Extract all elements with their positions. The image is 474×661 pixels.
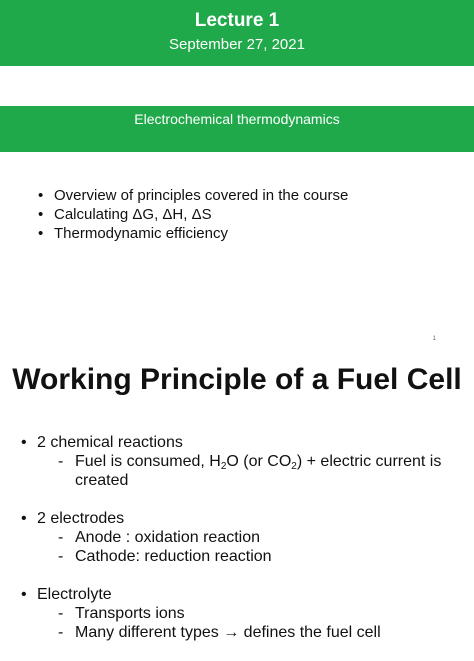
list-item — [38, 186, 348, 205]
bullet-marker: • — [21, 510, 27, 527]
dash-marker: - — [58, 529, 64, 546]
dash-marker: - — [58, 548, 64, 565]
list-item — [21, 433, 461, 490]
bullet-marker: • — [38, 187, 44, 204]
sub-item-text: Transports ions — [75, 605, 185, 622]
list-item-label: 2 electrodes — [37, 510, 125, 527]
dash-marker: - — [58, 453, 64, 470]
overview-list — [38, 186, 348, 243]
sub-list — [37, 528, 461, 566]
lecture-subtitle: Electrochemical thermodynamics — [134, 111, 340, 127]
lecture-title: Lecture 1 — [194, 10, 280, 31]
sub-item — [37, 547, 461, 566]
slide-2 — [0, 345, 474, 641]
principle-list — [21, 433, 461, 661]
sub-item-text: Cathode: reduction reaction — [75, 548, 272, 565]
bullet-marker: • — [38, 225, 44, 242]
subtitle-bar — [0, 106, 474, 152]
slide-title: Working Principle of a Fuel Cell — [12, 363, 462, 396]
list-item-label: Electrolyte — [37, 586, 112, 603]
title-bar — [0, 0, 474, 66]
list-item — [38, 205, 348, 224]
sub-list — [37, 604, 461, 642]
subscript: 2 — [220, 461, 227, 472]
sub-item — [37, 623, 461, 642]
sub-item — [37, 528, 461, 547]
list-item-text: Calculating ΔG, ΔH, ΔS — [54, 206, 212, 223]
subscript: 2 — [291, 461, 297, 472]
list-item — [21, 585, 461, 642]
dash-marker: - — [58, 605, 64, 622]
list-item-text: Thermodynamic efficiency — [54, 225, 228, 242]
dash-marker: - — [58, 624, 64, 641]
sub-text-post: ) + electric current is created — [75, 453, 442, 489]
page-number: 1 — [432, 336, 436, 342]
sub-item — [37, 604, 461, 623]
list-item-text: Overview of principles covered in the course — [54, 187, 349, 204]
bullet-marker: • — [21, 434, 27, 451]
sub-text-pre: Fuel is consumed, H — [75, 453, 221, 470]
sub-text-mid: O (or CO — [226, 453, 292, 470]
sub-list — [37, 452, 461, 490]
sub-item — [37, 452, 461, 490]
bullet-marker: • — [38, 206, 44, 223]
list-item-label: 2 chemical reactions — [37, 434, 183, 451]
list-item — [38, 224, 348, 243]
sub-item-text: Anode : oxidation reaction — [75, 529, 261, 546]
bullet-marker: • — [21, 586, 27, 603]
list-item — [21, 509, 461, 566]
lecture-date: September 27, 2021 — [169, 36, 305, 53]
sub-item-text: Many different types → defines the fuel cell — [75, 624, 381, 641]
